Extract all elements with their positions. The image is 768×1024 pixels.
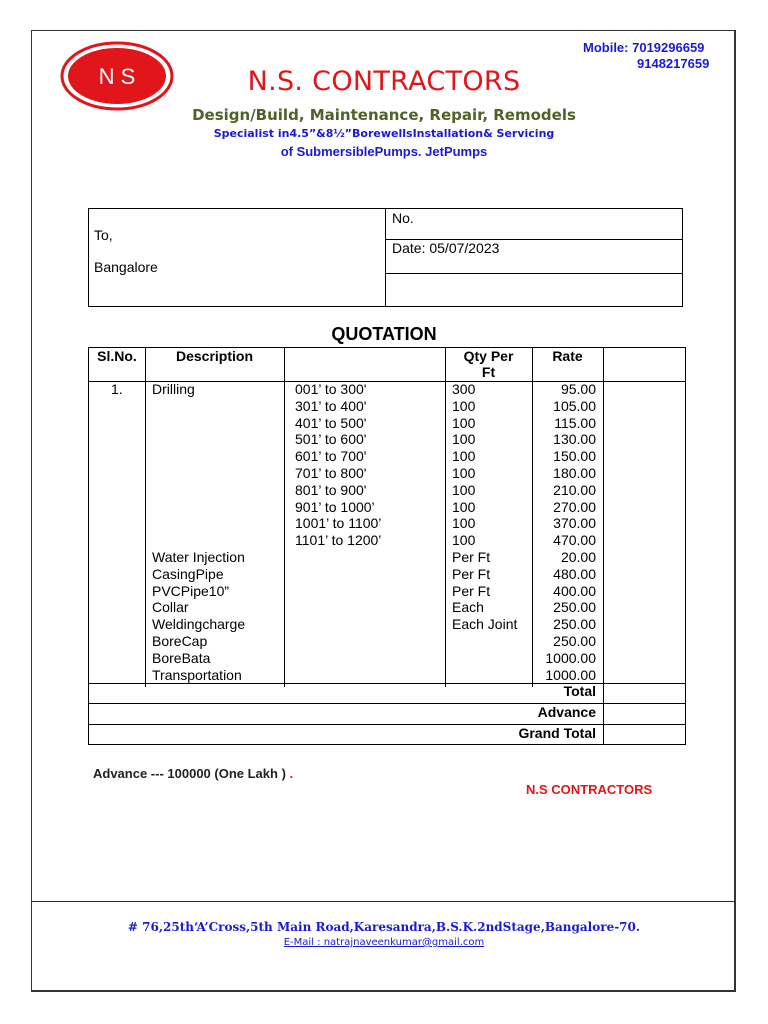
recipient-box <box>88 208 683 307</box>
advance-row-label: Advance <box>537 704 596 720</box>
header-sl-no: Sl.No. <box>97 348 137 364</box>
item-rate: 95.00 <box>560 381 596 397</box>
recipient-divider <box>385 209 386 306</box>
item-rate: 370.00 <box>553 515 596 532</box>
advance-note <box>93 766 293 781</box>
item-qty: 100 <box>452 498 476 515</box>
item-qty: 100 <box>452 414 476 431</box>
item-rate: 250.00 <box>553 633 596 649</box>
advance-dot: . <box>289 766 294 781</box>
item-description: Drilling <box>152 381 195 397</box>
item-rate: 1000.00 <box>545 666 596 683</box>
item-qty: 100 <box>452 465 476 481</box>
item-description: BoreCap <box>152 633 208 649</box>
item-description: Transportation <box>152 666 242 683</box>
item-rate: 400.00 <box>553 582 596 599</box>
item-qty: Per Ft <box>452 582 491 599</box>
item-rate: 105.00 <box>553 397 596 414</box>
specialist-line-1: Specialist in4.5”&8½”BorewellsInstallation& Servicing <box>213 127 555 140</box>
sl-no-value: 1. <box>111 381 123 397</box>
item-range: 801’ to 900' <box>295 481 367 498</box>
item-description: CasingPipe <box>152 565 224 582</box>
to-label: To, <box>94 227 113 243</box>
item-qty: 100 <box>452 431 476 448</box>
item-range: 301’ to 400' <box>295 397 367 414</box>
header-description: Description <box>175 348 253 364</box>
date-label: Date: 05/07/2023 <box>392 240 500 256</box>
col-line-2 <box>284 348 285 687</box>
mobile-numbers <box>583 40 710 71</box>
quotation-title: QUOTATION <box>331 324 437 344</box>
recipient-rule-2 <box>385 273 682 274</box>
item-qty: 100 <box>452 532 476 549</box>
col-line-3 <box>445 348 446 687</box>
item-description: PVCPipe10” <box>152 582 230 599</box>
footer-rule <box>32 901 734 902</box>
item-range: 1001’ to 1100’ <box>295 515 382 532</box>
col-line-5 <box>603 348 604 687</box>
item-qty: 300 <box>452 381 476 397</box>
item-rate: 470.00 <box>553 532 596 549</box>
item-range: 501’ to 600' <box>295 431 367 448</box>
header-rate: Rate <box>552 348 583 364</box>
item-rate: 250.00 <box>553 616 596 633</box>
header-qty-line-1: Qty Per <box>463 348 514 364</box>
item-qty: 100 <box>452 448 476 465</box>
item-rate: 1000.00 <box>545 649 596 666</box>
item-qty: 100 <box>452 397 476 414</box>
recipient-city: Bangalore <box>94 259 158 275</box>
item-qty: Per Ft <box>452 549 491 565</box>
item-range: 001’ to 300' <box>295 381 367 397</box>
item-qty: Each <box>452 599 484 616</box>
item-rate: 150.00 <box>553 448 596 465</box>
item-rate: 480.00 <box>553 565 596 582</box>
item-qty: 100 <box>452 481 476 498</box>
tagline: Design/Build, Maintenance, Repair, Remodels <box>192 106 576 124</box>
signature: N.S CONTRACTORS <box>526 782 653 797</box>
company-name: N.S. CONTRACTORS <box>247 66 521 97</box>
item-description: Collar <box>152 599 189 616</box>
item-range: 601’ to 700' <box>295 448 367 465</box>
summary-col-line <box>603 686 604 744</box>
item-rate: 250.00 <box>553 599 596 616</box>
item-range: 401’ to 500' <box>295 414 367 431</box>
item-description: BoreBata <box>152 649 211 666</box>
total-label: Total <box>563 683 596 699</box>
item-range: 1101’ to 1200’ <box>295 532 382 549</box>
item-rate: 130.00 <box>553 431 596 448</box>
item-rate: 270.00 <box>553 498 596 515</box>
mobile-line-2: 9148217659 <box>637 56 710 71</box>
mobile-line-1: Mobile: 7019296659 <box>583 40 705 55</box>
item-range: 901’ to 1000’ <box>295 498 375 515</box>
header-qty-line-2: Ft <box>481 364 496 380</box>
item-description: Water Injection <box>152 549 245 565</box>
number-label: No. <box>392 210 414 226</box>
item-qty: Per Ft <box>452 565 491 582</box>
item-rate: 180.00 <box>553 465 596 481</box>
footer-email: E-Mail : natrajnaveenkumar@gmail.com <box>283 937 485 948</box>
item-rate: 115.00 <box>554 414 596 431</box>
item-range: 701’ to 800' <box>295 465 367 481</box>
item-description: Weldingcharge <box>152 616 246 633</box>
grand-total-label: Grand Total <box>518 725 596 741</box>
advance-text: Advance --- 100000 (One Lakh ) <box>93 766 286 781</box>
specialist-line-2: of SubmersiblePumps. JetPumps <box>280 144 488 159</box>
item-qty: Each Joint <box>452 616 518 633</box>
quotation-table <box>88 347 686 745</box>
footer-address: # 76,25th‘A’Cross,5th Main Road,Karesandra,B.S.K.2ndStage,Bangalore-70. <box>127 920 641 934</box>
logo-text: N S <box>98 64 136 89</box>
col-line-1 <box>145 348 146 687</box>
item-rate: 210.00 <box>553 481 596 498</box>
item-rate: 20.00 <box>560 549 596 565</box>
item-qty: 100 <box>452 515 476 532</box>
